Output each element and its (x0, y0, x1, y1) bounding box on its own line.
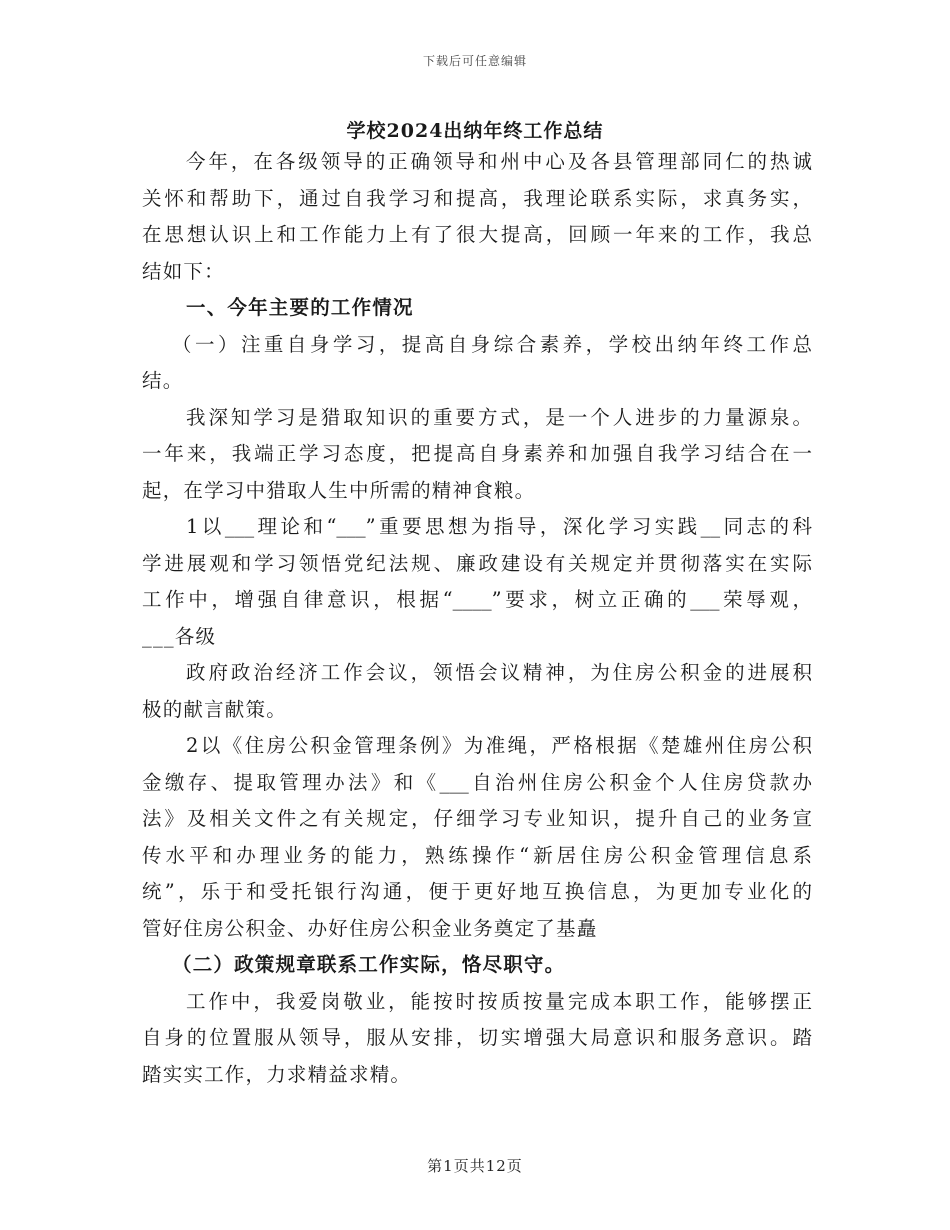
body-line: 今年，在各级领导的正确领导和州中心及各县管理部同仁的热诚 (186, 150, 812, 173)
body-line: 一年来，我端正学习态度，把提高自身素养和加强自我学习结合在一 (142, 442, 812, 465)
body-line: 2以《住房公积金管理条例》为准绳，严格根据《楚雄州住房公积 (186, 734, 812, 757)
body-line: 极的献言献策。 (142, 697, 287, 721)
body-line: ___各级 (142, 624, 217, 648)
subsection-heading: （一）注重自身学习，提高自身综合素养，学校出纳年终工作总 (172, 332, 812, 356)
body-line: 管好住房公积金、办好住房公积金业务奠定了基矗 (142, 916, 598, 940)
document-body (142, 144, 812, 1093)
body-line: 政府政治经济工作会议，领悟会议精神，为住房公积金的进展积 (186, 661, 812, 684)
body-line: 结。 (142, 369, 184, 392)
section-heading: 一、今年主要的工作情况 (186, 296, 414, 319)
body-line: 结如下： (142, 259, 225, 283)
document-title: 学校2024出纳年终工作总结 (346, 120, 604, 142)
body-line: 工作中，增强自律意识，根据“____”要求，树立正确的___荣辱观， (142, 588, 812, 611)
body-line: 传水平和办理业务的能力，熟练操作“新居住房公积金管理信息系 (142, 843, 812, 867)
page-number: 第1页共12页 (427, 1157, 523, 1175)
body-line: 起，在学习中猎取人生中所需的精神食粮。 (142, 478, 536, 502)
subsection-heading: （二）政策规章联系工作实际，恪尽职守。 (172, 953, 566, 976)
header-note: 下载后可任意编辑 (422, 54, 527, 68)
body-line: 统”，乐于和受托银行沟通，便于更好地互换信息，为更加专业化的 (142, 880, 812, 903)
body-line: 工作中，我爱岗敬业，能按时按质按量完成本职工作，能够摆正 (186, 989, 812, 1013)
body-line: 关怀和帮助下，通过自我学习和提高，我理论联系实际，求真务实， (142, 186, 812, 210)
body-line: 金缴存、提取管理办法》和《___自治州住房公积金个人住房贷款办 (142, 770, 812, 794)
body-line: 踏实实工作，力求精益求精。 (142, 1062, 412, 1086)
body-line: 法》及相关文件之有关规定，仔细学习专业知识，提升自己的业务宣 (142, 807, 812, 830)
body-line: 我深知学习是猎取知识的重要方式，是一个人进步的力量源泉。 (186, 405, 812, 429)
body-line: 1以___理论和“___”重要思想为指导，深化学习实践__同志的科 (186, 515, 812, 538)
body-line: 在思想认识上和工作能力上有了很大提高，回顾一年来的工作，我总 (142, 223, 812, 246)
body-line: 学进展观和学习领悟党纪法规、廉政建设有关规定并贯彻落实在实际 (142, 551, 812, 575)
body-line: 自身的位置服从领导，服从安排，切实增强大局意识和服务意识。踏 (142, 1026, 812, 1049)
